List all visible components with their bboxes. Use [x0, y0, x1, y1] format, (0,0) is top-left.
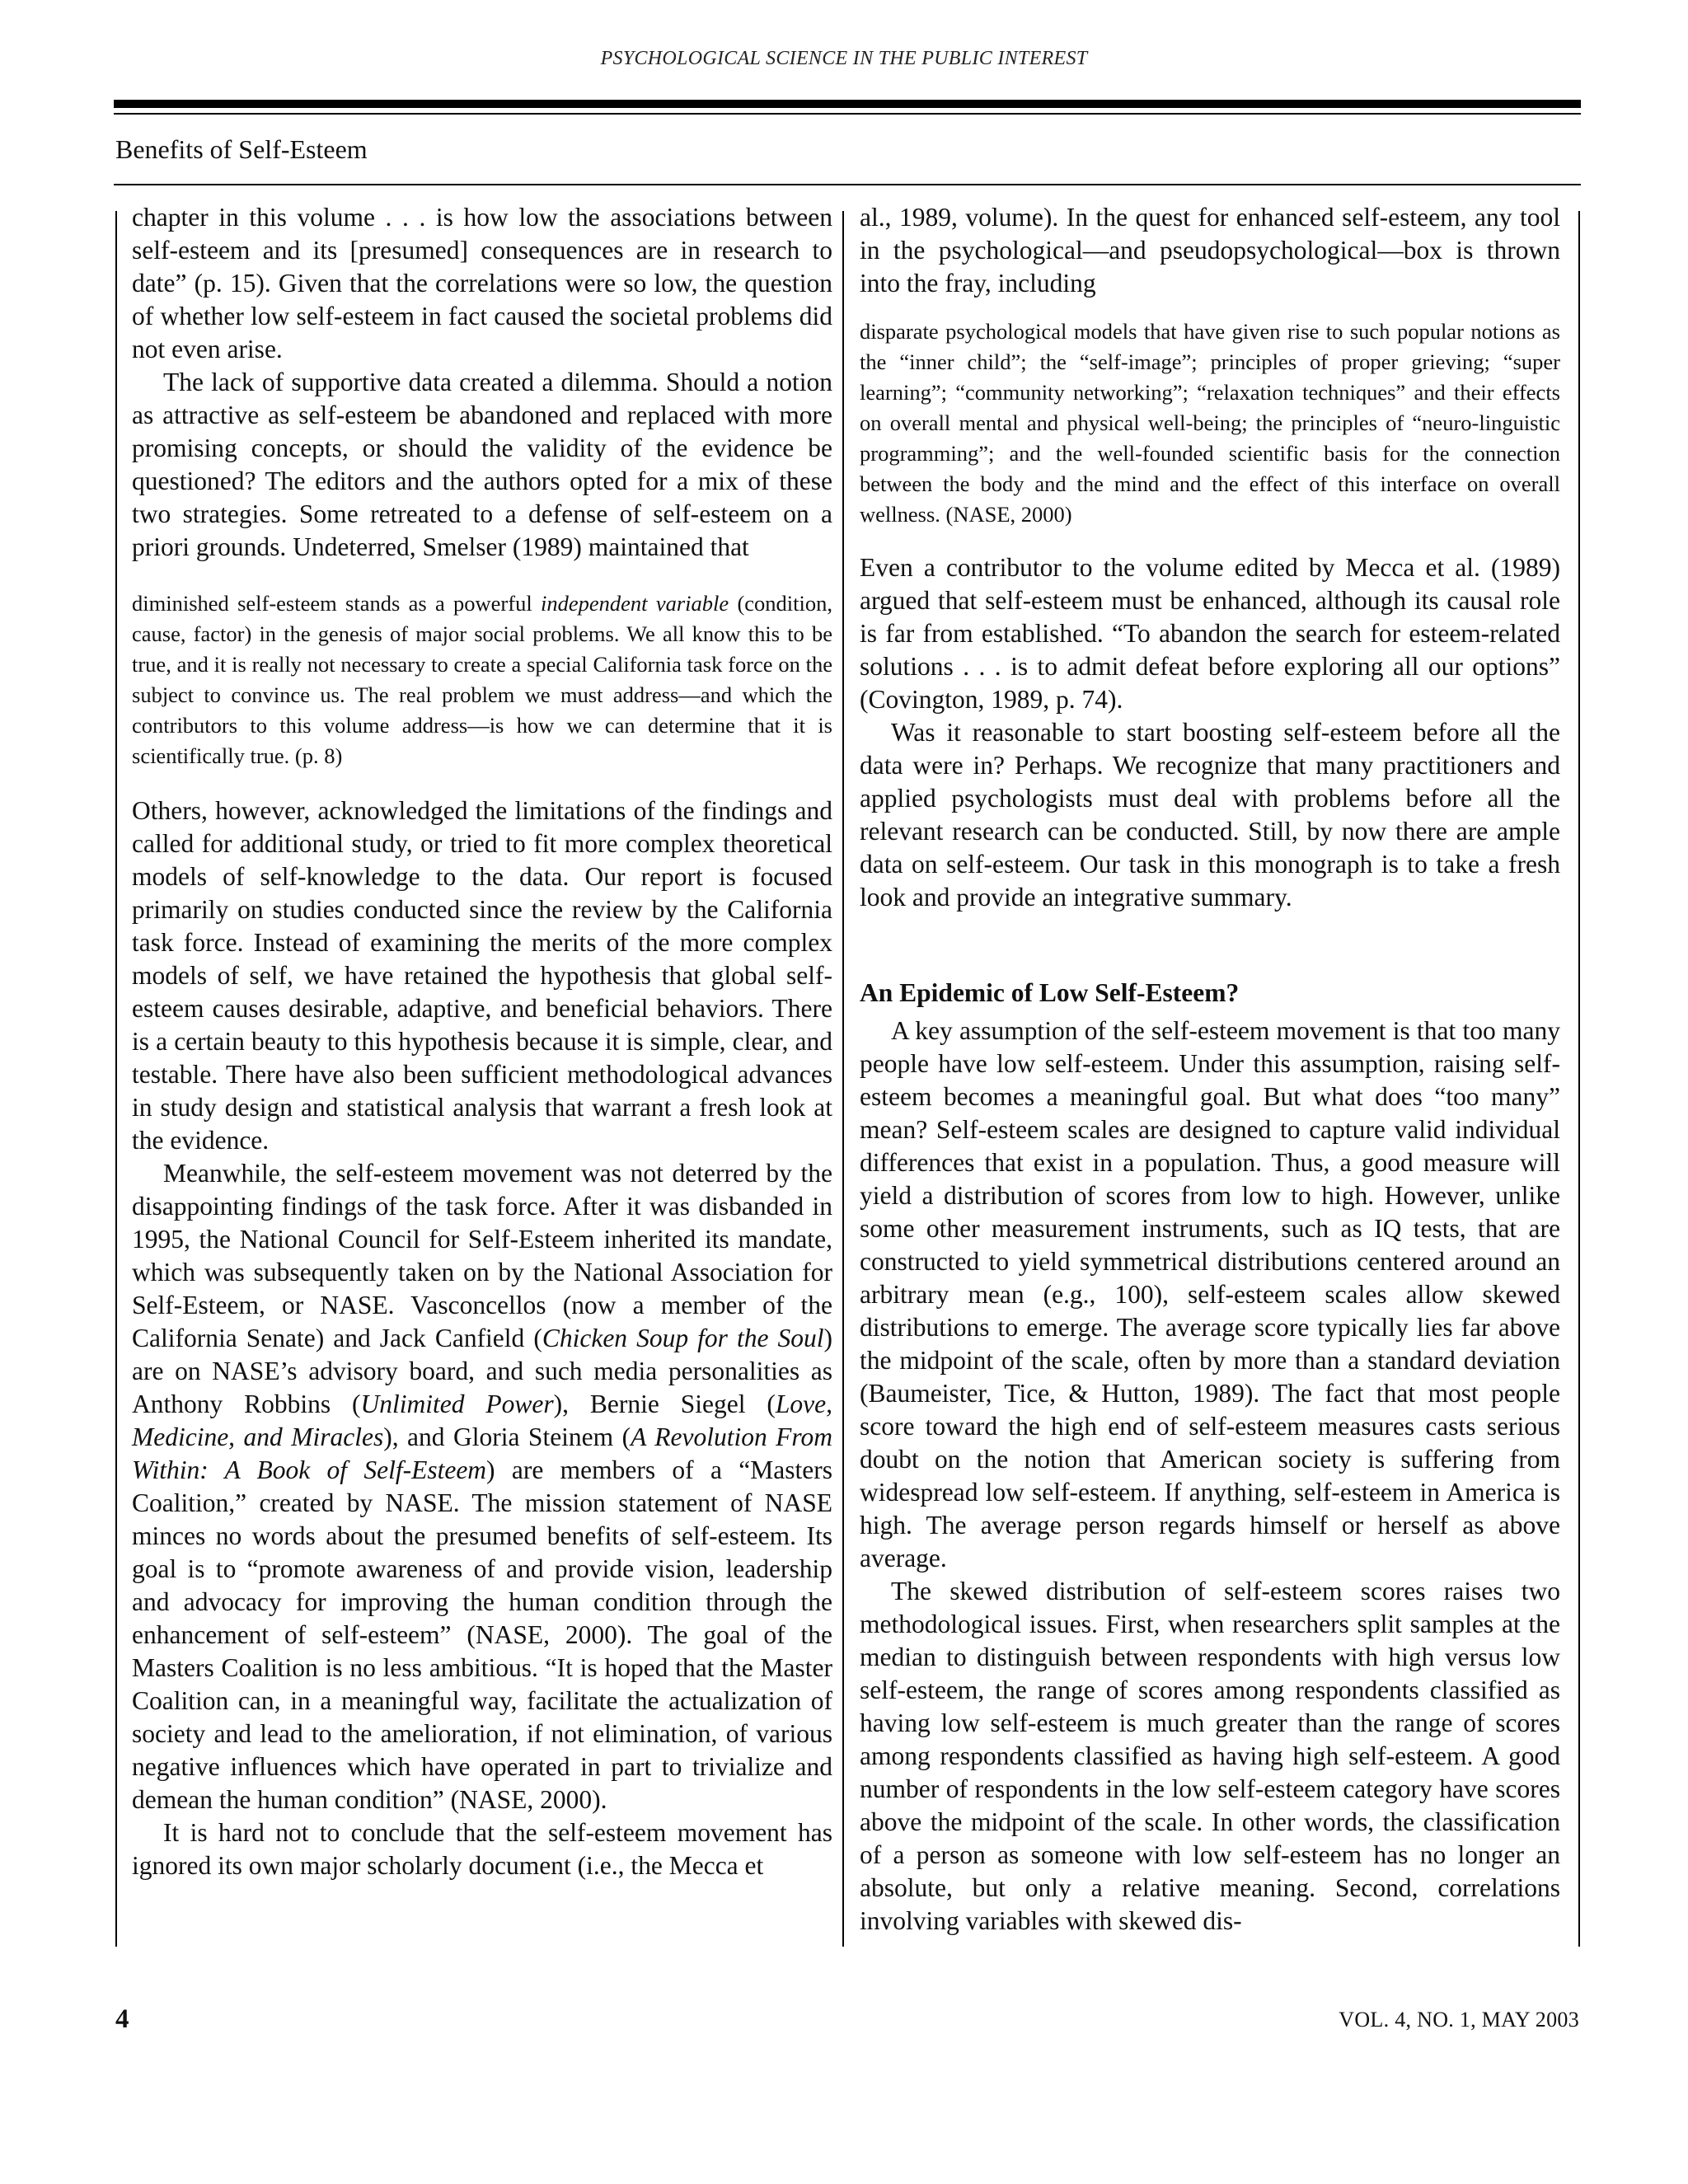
running-title: Benefits of Self-Esteem: [115, 134, 368, 164]
paragraph: The skewed distribution of self-esteem scores raises two methodological issues. First, when researchers split samples at the median to distinguish between respondents with high versus low self-esteem, the range of scores among respondents classified as having low self-esteem is much greater than the range of scores among respondents classified as having high self-esteem. A good number of respondents in the low self-esteem category have scores above the midpoint of the scale. In other words, the classification of a person as someone with low self-esteem has no longer an absolute, but only a relative meaning. Second, correlations involving variables with skewed dis-: [860, 1577, 1560, 1935]
text-run: ), Bernie Siegel (: [553, 1390, 776, 1418]
book-title: Chicken Soup for the Soul: [542, 1324, 824, 1352]
text-run: ) are on NASE’s advisory board, and such media personalities as Anthony Robbins (: [132, 1324, 833, 1418]
paragraph: chapter in this volume . . . is how low the associations between self-esteem and its [presumed] consequences are in research to date” (p. 15). Given that the correlations were so low, the question of whether low self-esteem in fact caused the societal problems did not even arise.: [132, 203, 832, 363]
quote-italic: independent variable: [541, 591, 729, 616]
book-title: Love, Medicine, and Miracles: [132, 1390, 832, 1451]
volume-info: VOL. 4, NO. 1, MAY 2003: [1339, 2008, 1579, 2032]
paragraph: Even a contributor to the volume edited by Mecca et al. (1989) argued that self-esteem must be enhanced, although its causal role is far from established. “To abandon the search for esteem-related solutions . . . is to admit defeat before exploring all our options” (Covington, 1989, p. 74).: [860, 553, 1560, 714]
paragraph: Others, however, acknowledged the limitations of the findings and called for additional study, or tried to fit more complex theoretical models of self-knowledge to the data. Our report is focused primarily on studies conducted since the review by the California task force. Instead of examining the merits of the more complex models of self, we have retained the hypothesis that global self-esteem causes desirable, adaptive, and beneficial behaviors. There is a certain beauty to this hypothesis because it is simple, clear, and testable. There have also been sufficient methodological advances in study design and statistical analysis that warrant a fresh look at the evidence.: [132, 796, 832, 1155]
column-divider: [842, 211, 844, 1947]
header-rule-thin: [114, 113, 1581, 115]
quote-text: diminished self-esteem stands as a powerful: [132, 591, 541, 616]
right-column-border: [1578, 211, 1580, 1947]
book-title: A Revolution From Within: A Book of Self-Esteem: [132, 1422, 832, 1484]
block-quote: [132, 588, 832, 771]
paragraph: It is hard not to conclude that the self-esteem movement has ignored its own major scholarly document (i.e., the Mecca et: [132, 1818, 832, 1880]
block-quote: disparate psychological models that have given rise to such popular notions as the “inner child”; the “self-image”; principles of proper grieving; “super learning”; “community networking”; “relaxation techniques” and their effects on overall mental and physical well-being; the principles of “neuro-linguistic programming”; and the well-founded scientific basis for the connection between the body and the mind and the effect of this interface on overall wellness. (NASE, 2000): [860, 319, 1560, 527]
paragraph: [132, 1157, 832, 1816]
quote-text: (condition, cause, factor) in the genesis of major social problems. We all know this to be true, and it is really not necessary to create a special California task force on the subject to convince us. The real problem we must address—and which the contributors to this volume address—is how we can determine that it is scientifically true. (p. 8): [132, 591, 832, 768]
page-number: 4: [115, 2004, 129, 2034]
right-column: [860, 201, 1560, 1938]
left-column: [132, 201, 832, 1882]
paragraph: Was it reasonable to start boosting self-esteem before all the data were in? Perhaps. We recognize that many practitioners and applied psychologists must deal with problems before all the relevant research can be conducted. Still, by now there are ample data on self-esteem. Our task in this monograph is to take a fresh look and provide an integrative summary.: [860, 718, 1560, 912]
paragraph: A key assumption of the self-esteem movement is that too many people have low self-esteem. Under this assumption, raising self-esteem becomes a meaningful goal. But what does “too many” mean? Self-esteem scales are designed to capture valid individual differences that exist in a population. Thus, a good measure will yield a distribution of scores from low to high. However, unlike some other measurement instruments, such as IQ tests, that are constructed to yield symmetrical distributions centered around an arbitrary mean (e.g., 100), self-esteem scales allow skewed distributions to emerge. The average score typically lies far above the midpoint of the scale, often by more than a standard deviation (Baumeister, Tice, & Hutton, 1989). The fact that most people score toward the high end of self-esteem measures casts serious doubt on the notion that American society is suffering from widespread low self-esteem. If anything, self-esteem in America is high. The average person regards himself or herself as above average.: [860, 1016, 1560, 1572]
book-title: Unlimited Power: [360, 1390, 554, 1418]
text-run: ) are members of a “Masters Coalition,” created by NASE. The mission statement of NASE minces no words about the presumed benefits of self-esteem. Its goal is to “promote awareness of and provide vision, leadership and advocacy for improving the human condition through the enhancement of self-esteem” (NASE, 2000). The goal of the Masters Coalition is no less ambitious. “It is hoped that the Master Coalition can, in a meaningful way, facilitate the actualization of society and lead to the amelioration, if not elimination, of various negative influences which have operated in part to trivialize and demean the human condition” (NASE, 2000).: [132, 1455, 832, 1814]
text-run: ), and Gloria Steinem (: [383, 1422, 631, 1451]
text-run: Meanwhile, the self-esteem movement was not deterred by the disappointing findings of the task force. After it was disbanded in 1995, the National Council for Self-Esteem inherited its mandate, which was subsequently taken on by the National Association for Self-Esteem, or NASE. Vasconcellos (now a member of the California Senate) and Jack Canfield (: [132, 1159, 832, 1352]
journal-title: PSYCHOLOGICAL SCIENCE IN THE PUBLIC INTEREST: [600, 48, 1088, 69]
paragraph: The lack of supportive data created a dilemma. Should a notion as attractive as self-esteem be abandoned and replaced with more promising concepts, or should the validity of the evidence be questioned? The editors and the authors opted for a mix of these two strategies. Some retreated to a defense of self-esteem on a priori grounds. Undeterred, Smelser (1989) maintained that: [132, 368, 832, 561]
paragraph: al., 1989, volume). In the quest for enhanced self-esteem, any tool in the psychological—and pseudopsychological—box is thrown into the fray, including: [860, 203, 1560, 298]
section-heading: An Epidemic of Low Self-Esteem?: [860, 978, 1240, 1007]
left-column-border: [115, 211, 117, 1947]
header-rule-thick: [114, 100, 1581, 108]
header-rule-bottom: [114, 184, 1581, 185]
